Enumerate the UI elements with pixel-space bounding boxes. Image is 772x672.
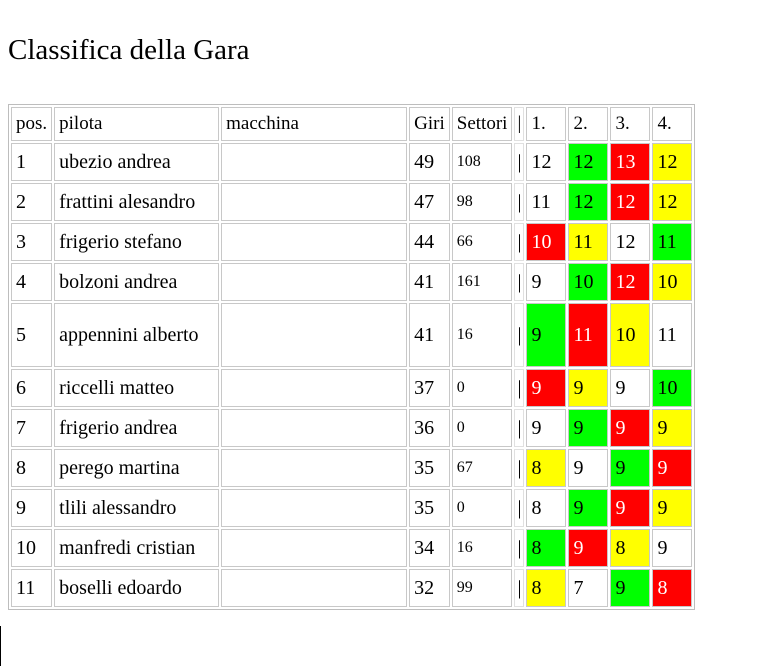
cell-lap-2: 11	[568, 223, 608, 261]
cell-lap-4: 9	[652, 409, 692, 447]
cell-pos: 8	[11, 449, 52, 487]
cell-separator: |	[514, 449, 524, 487]
table-row	[11, 223, 692, 261]
cell-giri: 49	[409, 143, 450, 181]
cell-pilota: appennini alberto	[54, 303, 219, 367]
cell-pos: 1	[11, 143, 52, 181]
cell-settori: 0	[452, 369, 513, 407]
cell-lap-3: 12	[610, 223, 650, 261]
header-pos: pos.	[11, 107, 52, 141]
cell-lap-4: 10	[652, 369, 692, 407]
cell-pilota: frigerio stefano	[54, 223, 219, 261]
cell-lap-1: 9	[526, 369, 566, 407]
table-row	[11, 529, 692, 567]
cell-giri: 44	[409, 223, 450, 261]
table-header-row	[11, 107, 692, 141]
cell-macchina	[221, 449, 407, 487]
cell-giri: 47	[409, 183, 450, 221]
cell-giri: 41	[409, 303, 450, 367]
standings-table-body	[11, 107, 692, 607]
cell-separator: |	[514, 529, 524, 567]
cell-separator: |	[514, 143, 524, 181]
cell-lap-3: 9	[610, 369, 650, 407]
header-giri: Giri	[409, 107, 450, 141]
cell-settori: 16	[452, 529, 513, 567]
cell-lap-1: 9	[526, 303, 566, 367]
table-row	[11, 369, 692, 407]
cell-lap-3: 9	[610, 409, 650, 447]
cell-lap-3: 9	[610, 569, 650, 607]
cell-lap-4: 10	[652, 263, 692, 301]
cell-separator: |	[514, 223, 524, 261]
cell-giri: 35	[409, 449, 450, 487]
cell-pos: 3	[11, 223, 52, 261]
cell-settori: 99	[452, 569, 513, 607]
cell-pos: 6	[11, 369, 52, 407]
cell-lap-1: 8	[526, 529, 566, 567]
cell-pilota: frattini alesandro	[54, 183, 219, 221]
cell-pos: 2	[11, 183, 52, 221]
cell-lap-1: 8	[526, 489, 566, 527]
table-row	[11, 409, 692, 447]
cell-settori: 161	[452, 263, 513, 301]
cell-separator: |	[514, 569, 524, 607]
cell-giri: 41	[409, 263, 450, 301]
cell-lap-1: 10	[526, 223, 566, 261]
cell-lap-2: 12	[568, 143, 608, 181]
cell-separator: |	[514, 303, 524, 367]
table-row	[11, 263, 692, 301]
header-lap-3: 3.	[610, 107, 650, 141]
header-lap-1: 1.	[526, 107, 566, 141]
cell-pilota: manfredi cristian	[54, 529, 219, 567]
cell-settori: 0	[452, 409, 513, 447]
cell-lap-3: 12	[610, 263, 650, 301]
cell-lap-4: 12	[652, 183, 692, 221]
cell-lap-1: 9	[526, 409, 566, 447]
cell-pilota: boselli edoardo	[54, 569, 219, 607]
table-row	[11, 449, 692, 487]
table-row	[11, 143, 692, 181]
header-lap-4: 4.	[652, 107, 692, 141]
cell-lap-1: 8	[526, 449, 566, 487]
table-row	[11, 303, 692, 367]
cell-pos: 4	[11, 263, 52, 301]
cell-lap-4: 8	[652, 569, 692, 607]
cell-macchina	[221, 489, 407, 527]
cell-lap-1: 11	[526, 183, 566, 221]
cell-giri: 32	[409, 569, 450, 607]
cell-lap-3: 13	[610, 143, 650, 181]
cell-pos: 11	[11, 569, 52, 607]
cell-pos: 9	[11, 489, 52, 527]
cell-pilota: tlili alessandro	[54, 489, 219, 527]
cell-pos: 5	[11, 303, 52, 367]
cell-separator: |	[514, 489, 524, 527]
cell-lap-1: 8	[526, 569, 566, 607]
standings-table	[8, 104, 695, 610]
cell-lap-4: 11	[652, 223, 692, 261]
cell-settori: 67	[452, 449, 513, 487]
cell-macchina	[221, 303, 407, 367]
cell-lap-2: 9	[568, 489, 608, 527]
header-lap-2: 2.	[568, 107, 608, 141]
cell-pos: 10	[11, 529, 52, 567]
cell-lap-3: 8	[610, 529, 650, 567]
cell-lap-2: 10	[568, 263, 608, 301]
cell-separator: |	[514, 263, 524, 301]
cell-giri: 36	[409, 409, 450, 447]
cell-macchina	[221, 263, 407, 301]
cell-pos: 7	[11, 409, 52, 447]
cell-lap-2: 9	[568, 409, 608, 447]
cell-lap-3: 10	[610, 303, 650, 367]
cell-pilota: riccelli matteo	[54, 369, 219, 407]
cell-lap-2: 7	[568, 569, 608, 607]
table-row	[11, 569, 692, 607]
cell-lap-2: 12	[568, 183, 608, 221]
header-pilota: pilota	[54, 107, 219, 141]
cell-lap-3: 12	[610, 183, 650, 221]
cell-macchina	[221, 529, 407, 567]
table-row	[11, 183, 692, 221]
cell-lap-3: 9	[610, 489, 650, 527]
cell-lap-2: 11	[568, 303, 608, 367]
cell-lap-4: 9	[652, 449, 692, 487]
cell-separator: |	[514, 183, 524, 221]
cell-macchina	[221, 143, 407, 181]
cell-pilota: ubezio andrea	[54, 143, 219, 181]
cell-pilota: bolzoni andrea	[54, 263, 219, 301]
cell-pilota: perego martina	[54, 449, 219, 487]
cell-settori: 66	[452, 223, 513, 261]
cell-giri: 37	[409, 369, 450, 407]
page-title: Classifica della Gara	[8, 34, 250, 66]
cell-macchina	[221, 569, 407, 607]
cell-settori: 0	[452, 489, 513, 527]
cell-macchina	[221, 369, 407, 407]
cell-lap-1: 9	[526, 263, 566, 301]
cell-macchina	[221, 183, 407, 221]
cell-giri: 34	[409, 529, 450, 567]
header-macchina: macchina	[221, 107, 407, 141]
cell-lap-1: 12	[526, 143, 566, 181]
cell-lap-2: 9	[568, 529, 608, 567]
cell-pilota: frigerio andrea	[54, 409, 219, 447]
cell-macchina	[221, 409, 407, 447]
cell-separator: |	[514, 369, 524, 407]
header-settori: Settori	[452, 107, 513, 141]
cell-separator: |	[514, 409, 524, 447]
header-separator: |	[514, 107, 524, 141]
cell-lap-4: 9	[652, 489, 692, 527]
cell-lap-4: 9	[652, 529, 692, 567]
cell-giri: 35	[409, 489, 450, 527]
text-caret	[0, 626, 1, 666]
cell-settori: 108	[452, 143, 513, 181]
table-row	[11, 489, 692, 527]
cell-lap-4: 12	[652, 143, 692, 181]
cell-settori: 98	[452, 183, 513, 221]
cell-settori: 16	[452, 303, 513, 367]
cell-lap-2: 9	[568, 449, 608, 487]
cell-macchina	[221, 223, 407, 261]
cell-lap-4: 11	[652, 303, 692, 367]
cell-lap-2: 9	[568, 369, 608, 407]
cell-lap-3: 9	[610, 449, 650, 487]
